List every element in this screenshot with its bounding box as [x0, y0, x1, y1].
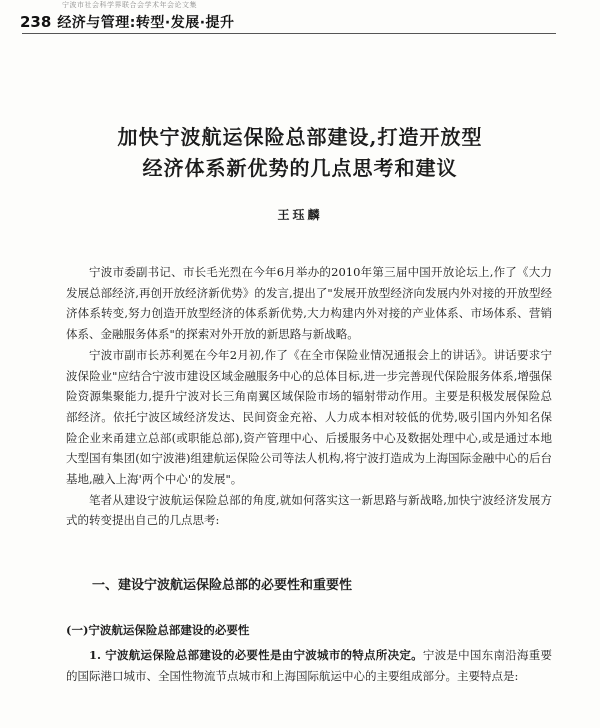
- header-title: 经济与管理:转型·发展·提升: [57, 15, 235, 31]
- header-rule: [22, 33, 556, 34]
- article-body: [66, 262, 552, 531]
- author: 王珏麟: [277, 208, 323, 222]
- point-1-text: 宁波是中国东南沿海重要的国际港口城市、全国性物流节点城市和上海国际航运中心的主要组成部分。主要特点是:: [66, 648, 553, 683]
- article-title-line-1: 加快宁波航运保险总部建设,打造开放型: [117, 125, 483, 149]
- page-header: [20, 12, 235, 32]
- article-title-line-2: 经济体系新优势的几点思考和建议: [142, 156, 458, 180]
- running-head: 宁波市社会科学界联合会学术年会论文集: [62, 1, 197, 9]
- point-1-lead: 1. 宁波航运保险总部建设的必要性是由宁波城市的特点所决定。: [89, 648, 423, 662]
- point-1: [66, 645, 552, 687]
- paragraph-3: 笔者从建设宁波航运保险总部的角度,就如何落实这一新思路与新战略,加快宁波经济发展方式的转变提出自己的几点思考:: [66, 492, 552, 528]
- section-heading: 一、建设宁波航运保险总部的必要性和重要性: [92, 578, 353, 593]
- paragraph-1: 宁波市委副书记、市长毛光烈在今年6月举办的2010年第三届中国开放论坛上,作了《大力发展总部经济,再创开放经济新优势》的发言,提出了"发展开放型经济向发展内外对接的开放型经济体系转变,努力创造开放型经济的体系新优势,大力构建内外对接的产业体系、市场体系、营销体系、金融服务体系"的探索对外开放的新思路与新战略。: [66, 265, 552, 342]
- subsection-heading: (一)宁波航运保险总部建设的必要性: [66, 623, 250, 637]
- page-number: 238: [20, 13, 52, 31]
- paragraph-2: 宁波市副市长苏利冕在今年2月初,作了《在全市保险业情况通报会上的讲话》。讲话要求宁波保险业"应结合宁波市建设区域金融服务中心的总体目标,进一步完善现代保险服务体系,增强保险资源集聚能力,提升宁波对长三角南翼区域保险市场的辐射带动作用。主要是积极发展保险总部经济。依托宁波区域经济发达、民间资金充裕、人力成本相对较低的优势,吸引国内外知名保险企业来甬建立总部(或职能总部),资产管理中心、后援服务中心及数据处理中心,或是通过本地大型国有集团(如宁波港)组建航运保险公司等法人机构,将宁波打造成为上海国际金融中心的后台基地,融入上海'两个中心'的发展"。: [66, 347, 552, 487]
